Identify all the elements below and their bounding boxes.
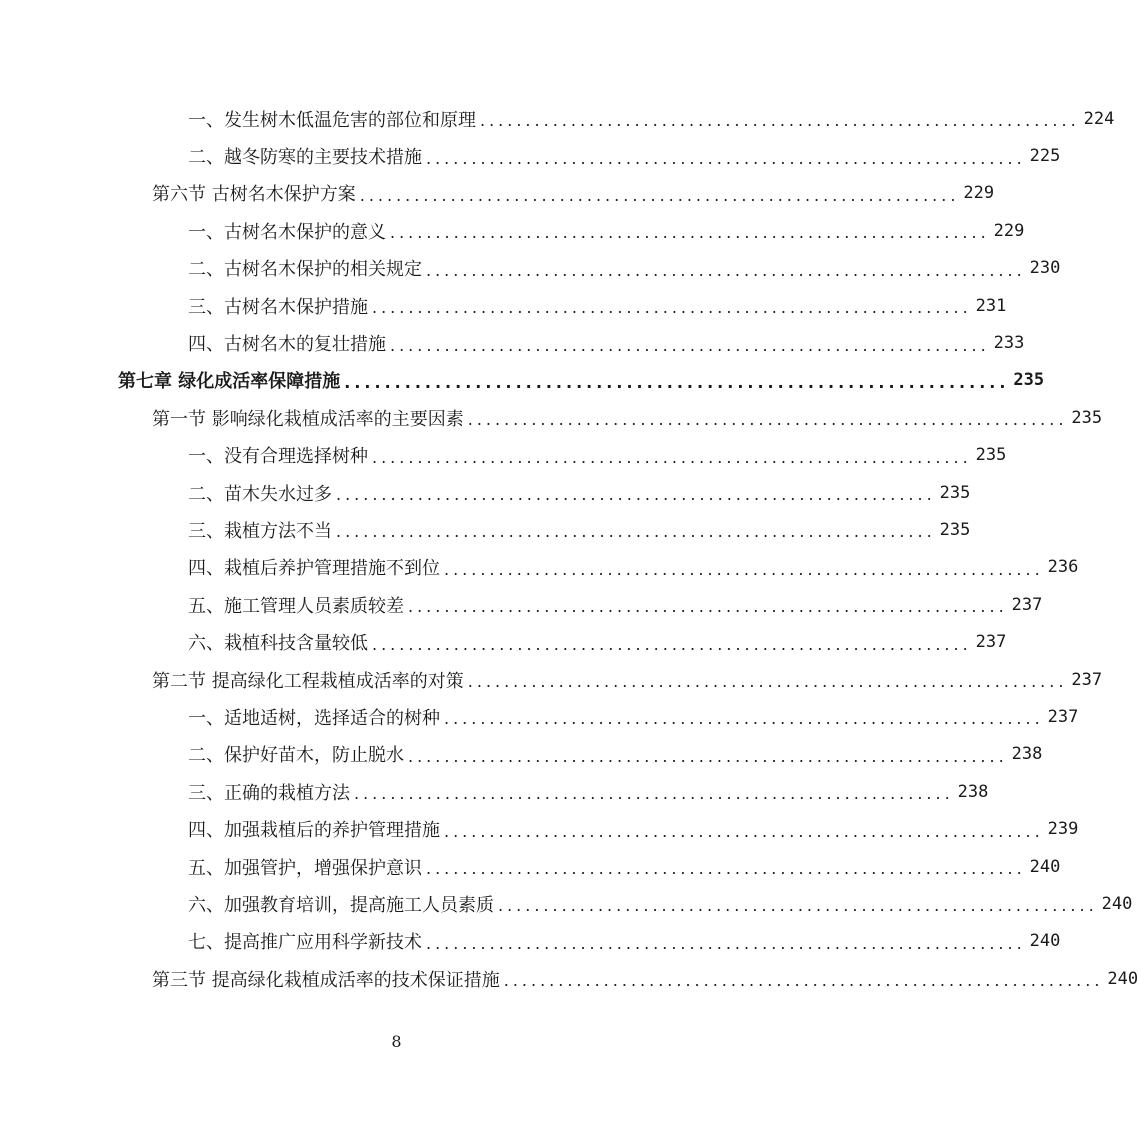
dot-leader: ..................................................................	[426, 148, 1026, 168]
toc-entry[interactable]	[0, 923, 1061, 960]
toc-entry-page: 230	[1029, 258, 1061, 279]
toc-entry-label: 一、没有合理选择树种	[188, 446, 368, 468]
toc-entry-label: 六、加强教育培训，提高施工人员素质	[188, 894, 494, 916]
dot-leader: ..................................................................	[390, 335, 990, 355]
toc-entry-page: 240	[1107, 968, 1138, 989]
dot-leader: ..................................................................	[372, 447, 972, 467]
dot-leader: ..................................................................	[498, 896, 1098, 916]
toc-entry[interactable]	[0, 511, 971, 548]
toc-entry-label: 第一节 影响绿化栽植成活率的主要因素	[152, 408, 464, 430]
dot-leader: ..................................................................	[444, 709, 1044, 729]
toc-entry[interactable]	[0, 773, 989, 810]
dot-leader: ..................................................................	[408, 746, 1008, 766]
toc-entry-label: 三、栽植方法不当	[188, 520, 332, 542]
toc-entry-page: 235	[975, 445, 1007, 466]
dot-leader: ..................................................................	[426, 933, 1026, 953]
toc-entry-label: 一、适地适树，选择适合的树种	[188, 707, 440, 729]
toc-entry-page: 225	[1029, 146, 1061, 167]
dot-leader: ..................................................................	[390, 223, 990, 243]
dot-leader: ..................................................................	[426, 859, 1026, 878]
dot-leader: ..................................................................	[467, 672, 1068, 692]
toc-entry-page: 235	[1013, 370, 1045, 391]
dot-leader: ..................................................................	[444, 821, 1044, 841]
dot-leader: ..................................................................	[467, 410, 1068, 430]
toc-entry-page: 229	[993, 220, 1025, 241]
toc-entry-label: 一、古树名木保护的意义	[188, 221, 386, 243]
toc-entry-label: 第六节 古树名木保护方案	[152, 184, 356, 206]
toc-entry[interactable]	[0, 736, 1043, 773]
toc-entry-label: 三、正确的栽植方法	[188, 782, 350, 804]
toc-entry-page: 239	[1047, 819, 1079, 840]
dot-leader: ..................................................................	[503, 971, 1104, 991]
toc-entry[interactable]	[0, 399, 1103, 436]
dot-leader: ..................................................................	[336, 485, 936, 505]
toc-entry-label: 二、保护好苗木，防止脱水	[188, 745, 404, 767]
dot-leader: ..................................................................	[426, 260, 1026, 280]
toc-entry-label: 第七章 绿化成活率保障措施	[118, 371, 341, 393]
toc-entry-page: 235	[939, 519, 971, 540]
table-of-contents	[0, 100, 1138, 997]
toc-entry[interactable]	[0, 810, 1079, 847]
toc-entry[interactable]	[0, 661, 1103, 698]
toc-entry[interactable]	[0, 623, 1007, 660]
toc-entry-page: 236	[1047, 557, 1079, 578]
toc-entry-label: 一、发生树木低温危害的部位和原理	[188, 109, 476, 131]
toc-entry-label: 五、加强管护，增强保护意识	[188, 857, 422, 879]
toc-entry-page: 235	[939, 482, 971, 503]
dot-leader: ..................................................................	[480, 111, 1080, 131]
dot-leader: ..................................................................	[354, 784, 954, 804]
toc-entry-label: 四、加强栽植后的养护管理措施	[188, 820, 440, 842]
dot-leader: ..................................................................	[372, 298, 972, 318]
dot-leader: ..................................................................	[336, 522, 936, 542]
toc-entry-page: 224	[1083, 108, 1115, 129]
toc-entry-page: 240	[1101, 893, 1133, 914]
toc-entry-label: 第三节 提高绿化栽植成活率的技术保证措施	[152, 969, 500, 991]
toc-entry-label: 六、栽植科技含量较低	[188, 633, 368, 655]
toc-entry-page: 238	[1011, 744, 1043, 765]
toc-entry-page: 240	[1029, 856, 1061, 877]
toc-entry[interactable]	[0, 698, 1079, 735]
toc-entry[interactable]	[0, 175, 995, 212]
toc-entry-page: 237	[1011, 594, 1043, 615]
toc-entry[interactable]	[0, 100, 1115, 137]
toc-entry-label: 五、施工管理人员素质较差	[188, 595, 404, 617]
toc-entry[interactable]	[0, 586, 1043, 623]
toc-entry-label: 七、提高推广应用科学新技术	[188, 932, 422, 954]
toc-entry-page: 238	[957, 781, 989, 802]
toc-entry-page: 229	[963, 183, 995, 204]
dot-leader: ..................................................................	[344, 372, 1010, 392]
toc-entry-page: 235	[1071, 407, 1103, 428]
toc-entry-label: 三、古树名木保护措施	[188, 296, 368, 318]
toc-entry[interactable]	[0, 212, 1025, 249]
toc-entry[interactable]	[0, 437, 1007, 474]
toc-entry[interactable]	[0, 287, 1007, 324]
toc-entry[interactable]	[0, 362, 1045, 399]
toc-entry-label: 二、古树名木保护的相关规定	[188, 259, 422, 281]
toc-entry[interactable]	[0, 324, 1025, 361]
dot-leader: ..................................................................	[372, 634, 972, 654]
toc-entry[interactable]	[0, 250, 1061, 287]
toc-entry-label: 二、苗木失水过多	[188, 483, 332, 505]
toc-entry-label: 四、古树名木的复壮措施	[188, 334, 386, 356]
page-number: 8	[391, 1032, 402, 1051]
toc-entry-label: 第二节 提高绿化工程栽植成活率的对策	[152, 670, 464, 692]
dot-leader: ..................................................................	[444, 559, 1044, 579]
toc-entry-page: 231	[975, 295, 1007, 316]
toc-entry-page: 237	[975, 632, 1007, 653]
toc-entry-page: 237	[1047, 706, 1079, 727]
toc-entry[interactable]	[0, 885, 1133, 922]
toc-entry[interactable]	[0, 960, 1138, 997]
toc-entry[interactable]	[0, 549, 1079, 586]
toc-entry-page: 237	[1071, 669, 1103, 690]
toc-entry-page: 233	[993, 333, 1025, 354]
toc-entry-label: 四、栽植后养护管理措施不到位	[188, 558, 440, 580]
dot-leader: ..................................................................	[408, 597, 1008, 617]
toc-entry[interactable]	[0, 137, 1061, 174]
toc-entry-page: 240	[1029, 931, 1061, 952]
toc-entry-label: 二、越冬防寒的主要技术措施	[188, 147, 422, 169]
toc-entry[interactable]	[0, 848, 1061, 885]
toc-entry[interactable]	[0, 474, 971, 511]
dot-leader: ..................................................................	[359, 185, 960, 205]
